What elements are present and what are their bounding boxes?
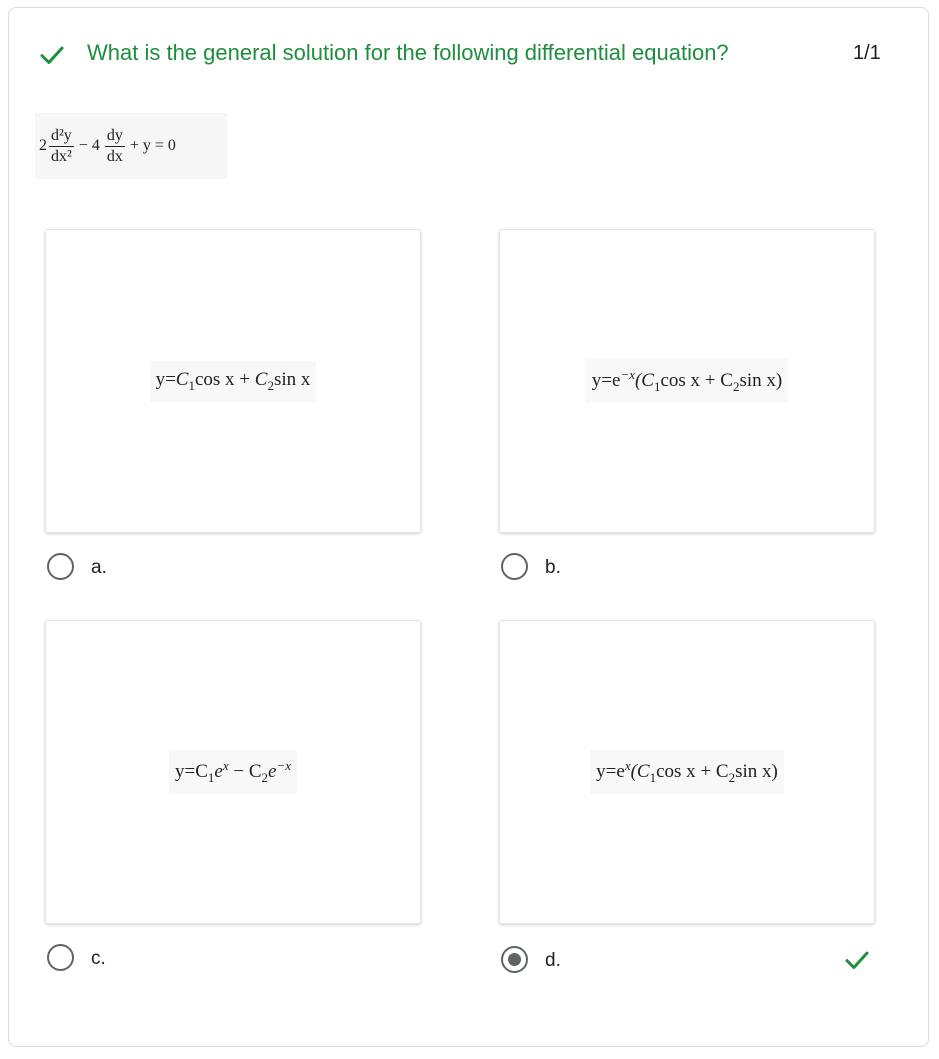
option-a-image[interactable] [45,229,421,533]
formula-part: e [268,761,277,782]
eq-coefficient: 2 [39,137,47,154]
eq-rest: + y = 0 [129,137,176,154]
formula-exp: x [624,758,631,773]
formula-part: (C [634,370,654,391]
formula-part: cos x + C [656,761,729,782]
formula-part: y=C [175,761,208,782]
formula-sub: 1 [207,770,215,785]
formula-part: y=e [591,370,621,391]
formula-part: cos x + [194,368,255,390]
formula-sub: 1 [649,770,657,785]
formula-part: C [254,368,268,390]
option-a-label[interactable]: a. [91,557,107,578]
check-icon [37,40,67,70]
eq-den: dx [106,147,123,165]
eq-first-derivative [105,126,125,167]
option-c-image[interactable] [45,620,421,924]
formula-exp: −x [276,758,291,773]
option-c-label[interactable]: c. [91,948,106,969]
check-icon [842,945,872,975]
eq-op: − 4 [78,137,100,154]
formula-part: e [214,761,223,782]
option-b-label[interactable]: b. [545,557,561,578]
formula-exp: x [222,758,229,773]
formula-part: − C [228,761,262,782]
option-b-radio[interactable] [501,553,528,580]
formula-sub: 1 [188,377,195,393]
formula-part: sin x [273,368,311,390]
formula-sub: 2 [732,379,740,394]
option-d-label[interactable]: d. [545,950,561,971]
formula-part: (C [630,761,650,782]
option-a-formula [150,361,317,402]
eq-den: dx² [51,147,72,165]
formula-sub: 2 [261,770,268,785]
eq-num: d²y [49,126,74,147]
formula-part: sin x) [739,370,783,391]
score: 1/1 [853,42,881,64]
formula-part: sin x) [735,761,778,782]
option-b-image[interactable] [499,229,875,533]
question-title: What is the general solution for the following differential equation? [87,40,729,65]
formula-sub: 2 [728,770,736,785]
question-equation-image [35,113,227,179]
option-d-image[interactable] [499,620,875,924]
eq-second-derivative [49,126,74,167]
eq-num: dy [105,126,125,147]
formula-part: y= [155,368,176,390]
formula-sub: 2 [267,377,274,393]
option-a-radio[interactable] [47,553,74,580]
option-c-formula [169,750,297,794]
formula-part: C [175,368,189,390]
option-c-radio[interactable] [47,944,74,971]
option-d-radio-selected[interactable] [501,946,528,973]
formula-exp: −x [620,367,635,382]
formula-sub: 1 [653,379,661,394]
formula-part: y=e [596,761,625,782]
option-b-formula [586,359,788,403]
option-d-formula [590,750,784,794]
formula-part: cos x + C [660,370,733,391]
